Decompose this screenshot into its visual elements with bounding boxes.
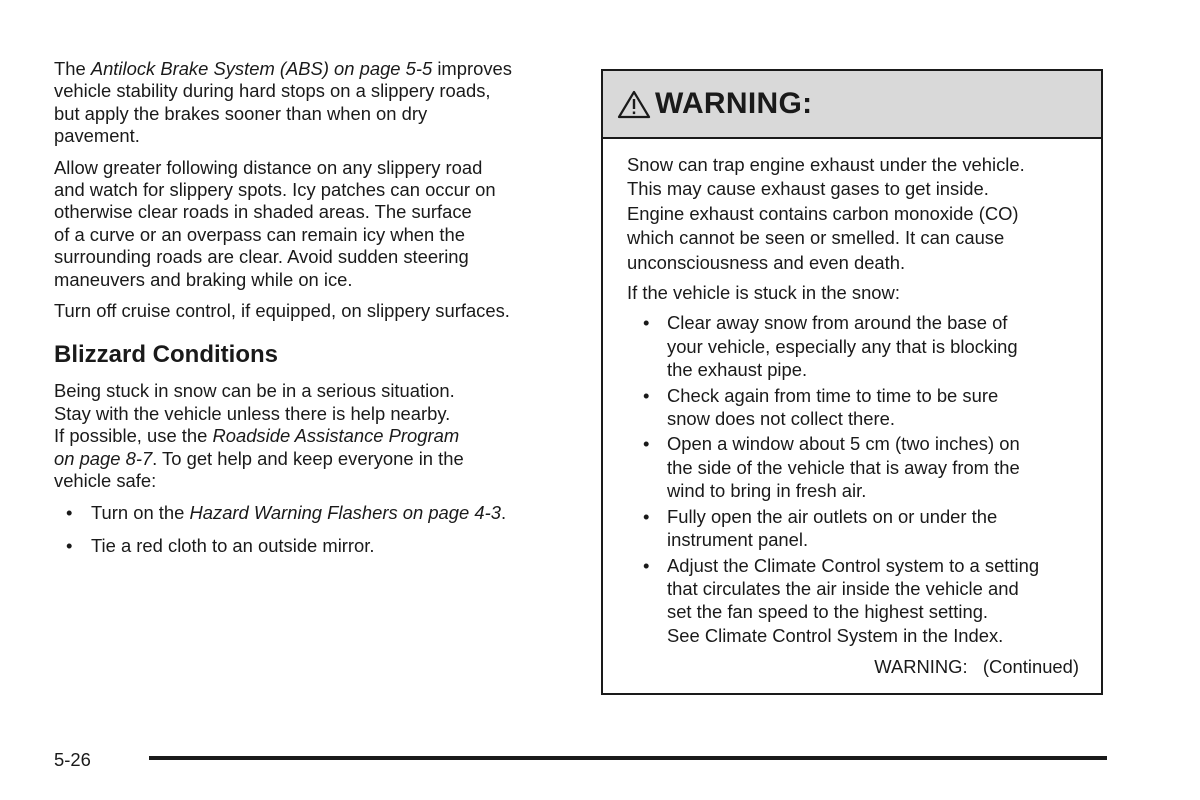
bullet-icon: •: [643, 312, 650, 334]
bullet-icon: •: [643, 384, 650, 406]
warning-title: WARNING:: [655, 87, 813, 120]
stuck-intro: If the vehicle is stuck in the snow:: [627, 282, 900, 304]
cruise-control-paragraph: Turn off cruise control, if equipped, on slippery surfaces.: [54, 300, 510, 322]
following-distance-paragraph: Allow greater following distance on any slippery road and watch for slippery spots. Icy patches can occur on otherwise clear roads in shaded areas. The surface of a curve or an overpass can remain icy when the surrounding roads are clear. Avoid sudden steering maneuvers and braking while on ice.: [54, 156, 496, 290]
list-item: • Turn on the Hazard Warning Flashers on page 4-3.: [66, 501, 507, 523]
bullet-icon: •: [643, 554, 650, 576]
list-item: • Clear away snow from around the base of your vehicle, especially any that is blocking the exhaust pipe.: [643, 312, 1018, 381]
warning-bullet-list: [627, 311, 1083, 647]
hazard-flashers-reference: Hazard Warning Flashers on page 4-3: [189, 501, 501, 523]
abs-page-reference: Antilock Brake System (ABS) on page 5-5: [90, 58, 433, 79]
list-item: • Adjust the Climate Control system to a setting that circulates the air inside the vehicle and set the fan speed to the highest setting. See Climate Control System in the Index.: [643, 554, 1040, 646]
warning-header: [603, 71, 1101, 139]
bullet-icon: •: [66, 534, 73, 556]
left-column: [54, 58, 574, 568]
list-item: • Open a window about 5 cm (two inches) on the side of the vehicle that is away from the wind to bring in fresh air.: [643, 433, 1020, 502]
warning-continued-label: WARNING: (Continued): [874, 656, 1079, 678]
warning-triangle-icon: [617, 89, 651, 119]
warning-box: [601, 69, 1103, 695]
bullet-icon: •: [643, 505, 650, 527]
bullet-icon: •: [66, 501, 73, 523]
warning-body: [603, 139, 1101, 680]
footer-rule: [149, 756, 1107, 760]
exhaust-danger-paragraph: Snow can trap engine exhaust under the vehicle. This may cause exhaust gases to get inside. Engine exhaust contains carbon monoxide (CO) which cannot be seen or smelled. It can cause unconsciousness and even death.: [627, 154, 1025, 273]
section-heading: Blizzard Conditions: [54, 341, 278, 369]
stuck-in-snow-paragraph: Being stuck in snow can be in a serious situation. Stay with the vehicle unless there is help nearby. If possible, use the Roadside Assistance Program on page 8-7. To get help and keep everyone in the vehicle safe:: [54, 380, 464, 492]
list-item: • Tie a red cloth to an outside mirror.: [66, 534, 375, 556]
roadside-assistance-reference: Roadside Assistance Program: [212, 425, 460, 447]
bullet-icon: •: [643, 433, 650, 455]
list-item: • Check again from time to time to be sure snow does not collect there.: [643, 384, 999, 430]
list-item: • Fully open the air outlets on or under the instrument panel.: [643, 505, 998, 551]
page-number: 5-26: [54, 749, 91, 770]
abs-paragraph: The Antilock Brake System (ABS) on page 5-5 improves vehicle stability during hard stops on a slippery roads, but apply the brakes sooner than when on dry pavement.: [54, 58, 512, 147]
blizzard-bullet-list: [54, 502, 574, 558]
